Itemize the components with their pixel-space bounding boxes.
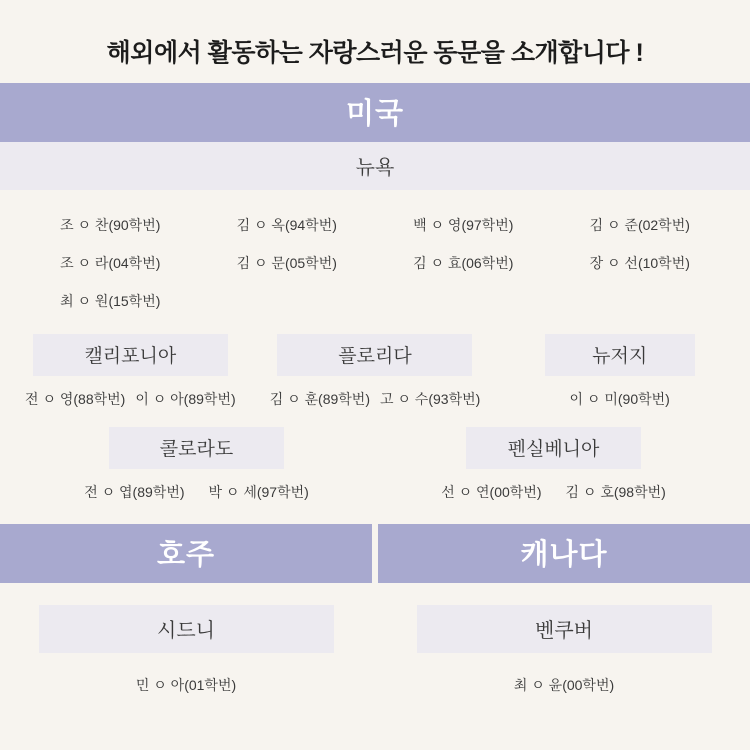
alumni-name: 민 ㅇ 아(01학번) xyxy=(135,677,237,693)
alumni-name: 박 ㅇ 세(97학번) xyxy=(208,484,309,500)
state-label-pennsylvania: 펜실베니아 xyxy=(466,427,641,469)
florida-alumni-names xyxy=(263,389,488,409)
alumni-name: 전 ㅇ 영(88학번) xyxy=(25,391,126,407)
usa-states-row-1 xyxy=(0,328,750,409)
alumni-name: 장 ㅇ 선(10학번) xyxy=(589,255,690,271)
city-label-sydney: 시드니 xyxy=(39,605,334,653)
alumni-name: 백 ㅇ 영(97학번) xyxy=(413,217,514,233)
alumni-name: 이 ㅇ 아(89학번) xyxy=(135,391,236,407)
alumni-name: 김 ㅇ 준(02학번) xyxy=(589,217,690,233)
pennsylvania-alumni-names xyxy=(375,482,732,502)
alumni-name: 김 ㅇ 효(06학번) xyxy=(413,255,514,271)
california-alumni-names xyxy=(18,389,243,409)
new-york-alumni-grid xyxy=(0,190,750,328)
page-title: 해외에서 활동하는 자랑스러운 동문을 소개합니다 ! xyxy=(106,39,644,67)
sydney-alumni-names xyxy=(0,675,372,695)
country-banner-canada: 캐나다 xyxy=(378,524,750,583)
alumni-name: 김 ㅇ 훈(89학번) xyxy=(269,391,370,407)
bottom-countries xyxy=(0,524,750,695)
alumni-name: 김 ㅇ 옥(94학번) xyxy=(236,217,337,233)
alumni-name: 선 ㅇ 연(00학번) xyxy=(441,484,542,500)
city-label-vancouver: 벤쿠버 xyxy=(417,605,712,653)
vancouver-alumni-names xyxy=(378,675,750,695)
country-block-canada xyxy=(378,524,750,695)
region-label-new-york: 뉴욕 xyxy=(0,142,750,190)
state-block-pennsylvania xyxy=(375,427,732,502)
state-block-california xyxy=(18,334,243,409)
alumni-name: 최 ㅇ 윤(00학번) xyxy=(513,677,615,693)
alumni-name: 김 ㅇ 문(05학번) xyxy=(236,255,337,271)
country-banner-usa: 미국 xyxy=(0,83,750,142)
state-label-florida: 플로리다 xyxy=(277,334,472,376)
alumni-name: 전 ㅇ 엽(89학번) xyxy=(84,484,185,500)
state-label-new-jersey: 뉴저지 xyxy=(545,334,695,376)
state-block-colorado xyxy=(18,427,375,502)
state-block-florida xyxy=(263,334,488,409)
alumni-name: 조 ㅇ 라(04학번) xyxy=(60,255,161,271)
alumni-name: 조 ㅇ 찬(90학번) xyxy=(60,217,161,233)
state-block-new-jersey xyxy=(507,334,732,409)
state-label-colorado: 콜로라도 xyxy=(109,427,284,469)
colorado-alumni-names xyxy=(18,482,375,502)
country-block-australia xyxy=(0,524,372,695)
alumni-name: 이 ㅇ 미(90학번) xyxy=(569,391,670,407)
usa-states-row-2 xyxy=(0,409,750,502)
new-jersey-alumni-names xyxy=(507,389,732,409)
alumni-name: 고 ㅇ 수(93학번) xyxy=(379,391,481,407)
alumni-name: 최 ㅇ 원(15학번) xyxy=(60,293,161,309)
state-label-california: 캘리포니아 xyxy=(33,334,228,376)
country-banner-australia: 호주 xyxy=(0,524,372,583)
alumni-name: 김 ㅇ 호(98학번) xyxy=(565,484,666,500)
